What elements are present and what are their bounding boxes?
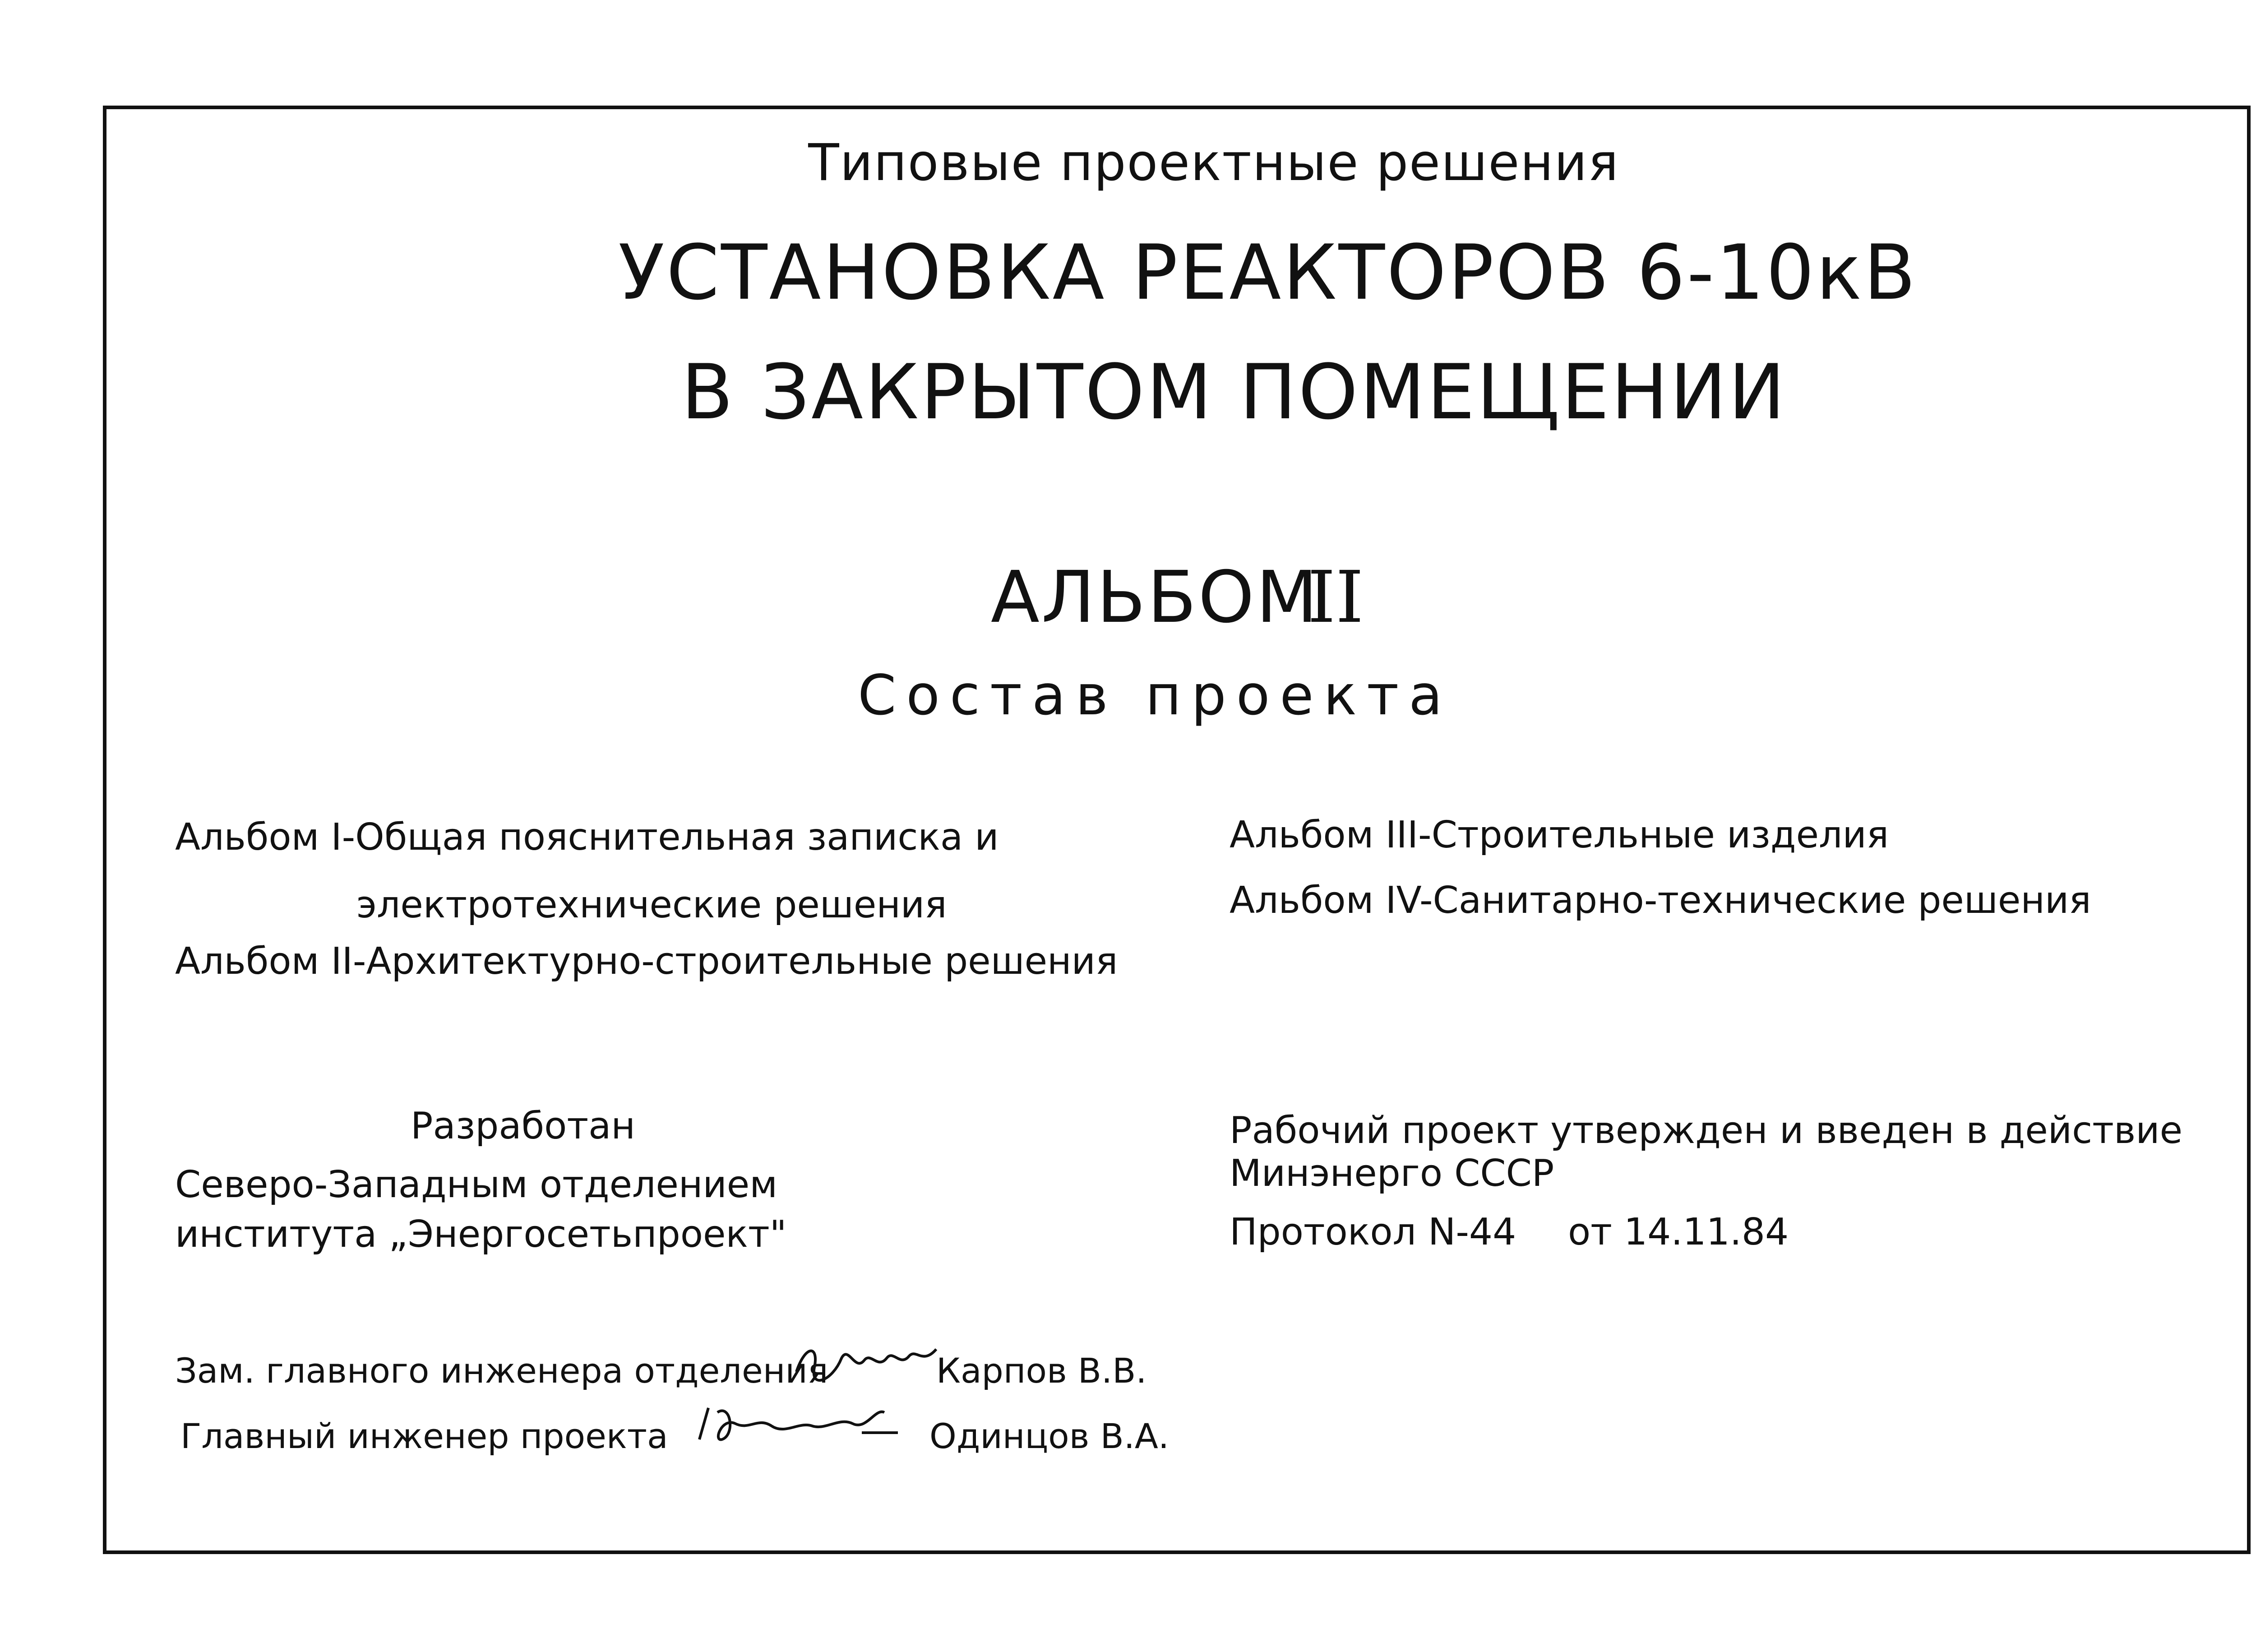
approval-protocol: Протокол N-44 xyxy=(1230,1211,1516,1254)
document-title-line-2: В ЗАКРЫТОМ ПОМЕЩЕНИИ xyxy=(681,348,1787,436)
series-title: Типовые проектные решения xyxy=(808,134,1619,192)
developer-label: Разработан xyxy=(411,1105,635,1148)
approval-date: от 14.11.84 xyxy=(1568,1211,1789,1254)
album-number: II xyxy=(1307,556,1364,639)
deputy-chief-engineer-role: Зам. главного инженера отделения xyxy=(175,1351,828,1391)
chief-engineer-signature xyxy=(695,1399,902,1453)
approval-text: Рабочий проект утвержден и введен в действие xyxy=(1230,1109,2183,1152)
album-label: АЛЬБОМ xyxy=(990,556,1320,639)
contents-album-2: Альбом II-Архитектурно-строительные решения xyxy=(175,940,1118,983)
document-title-line-1: УСТАНОВКА РЕАКТОРОВ 6-10кВ xyxy=(618,228,1918,317)
chief-project-engineer-name: Одинцов В.А. xyxy=(929,1416,1170,1456)
contents-album-4: Альбом IV-Санитарно-технические решения xyxy=(1230,879,2091,922)
developer-organization: Северо-Западным отделением xyxy=(175,1163,778,1206)
developer-institute: института „Энергосетьпроект" xyxy=(175,1213,787,1256)
chief-project-engineer-role: Главный инженер проекта xyxy=(180,1416,668,1456)
deputy-chief-engineer-name: Карпов В.В. xyxy=(936,1351,1147,1391)
contents-album-3: Альбом III-Строительные изделия xyxy=(1230,814,1889,856)
approval-authority: Минэнерго СССР xyxy=(1230,1152,1554,1195)
deputy-signature xyxy=(792,1336,945,1390)
contents-album-1-line-1: Альбом I-Общая пояснительная записка и xyxy=(175,816,999,859)
contents-heading: Состав проекта xyxy=(858,663,1452,727)
contents-album-1-line-2: электротехнические решения xyxy=(356,884,947,926)
